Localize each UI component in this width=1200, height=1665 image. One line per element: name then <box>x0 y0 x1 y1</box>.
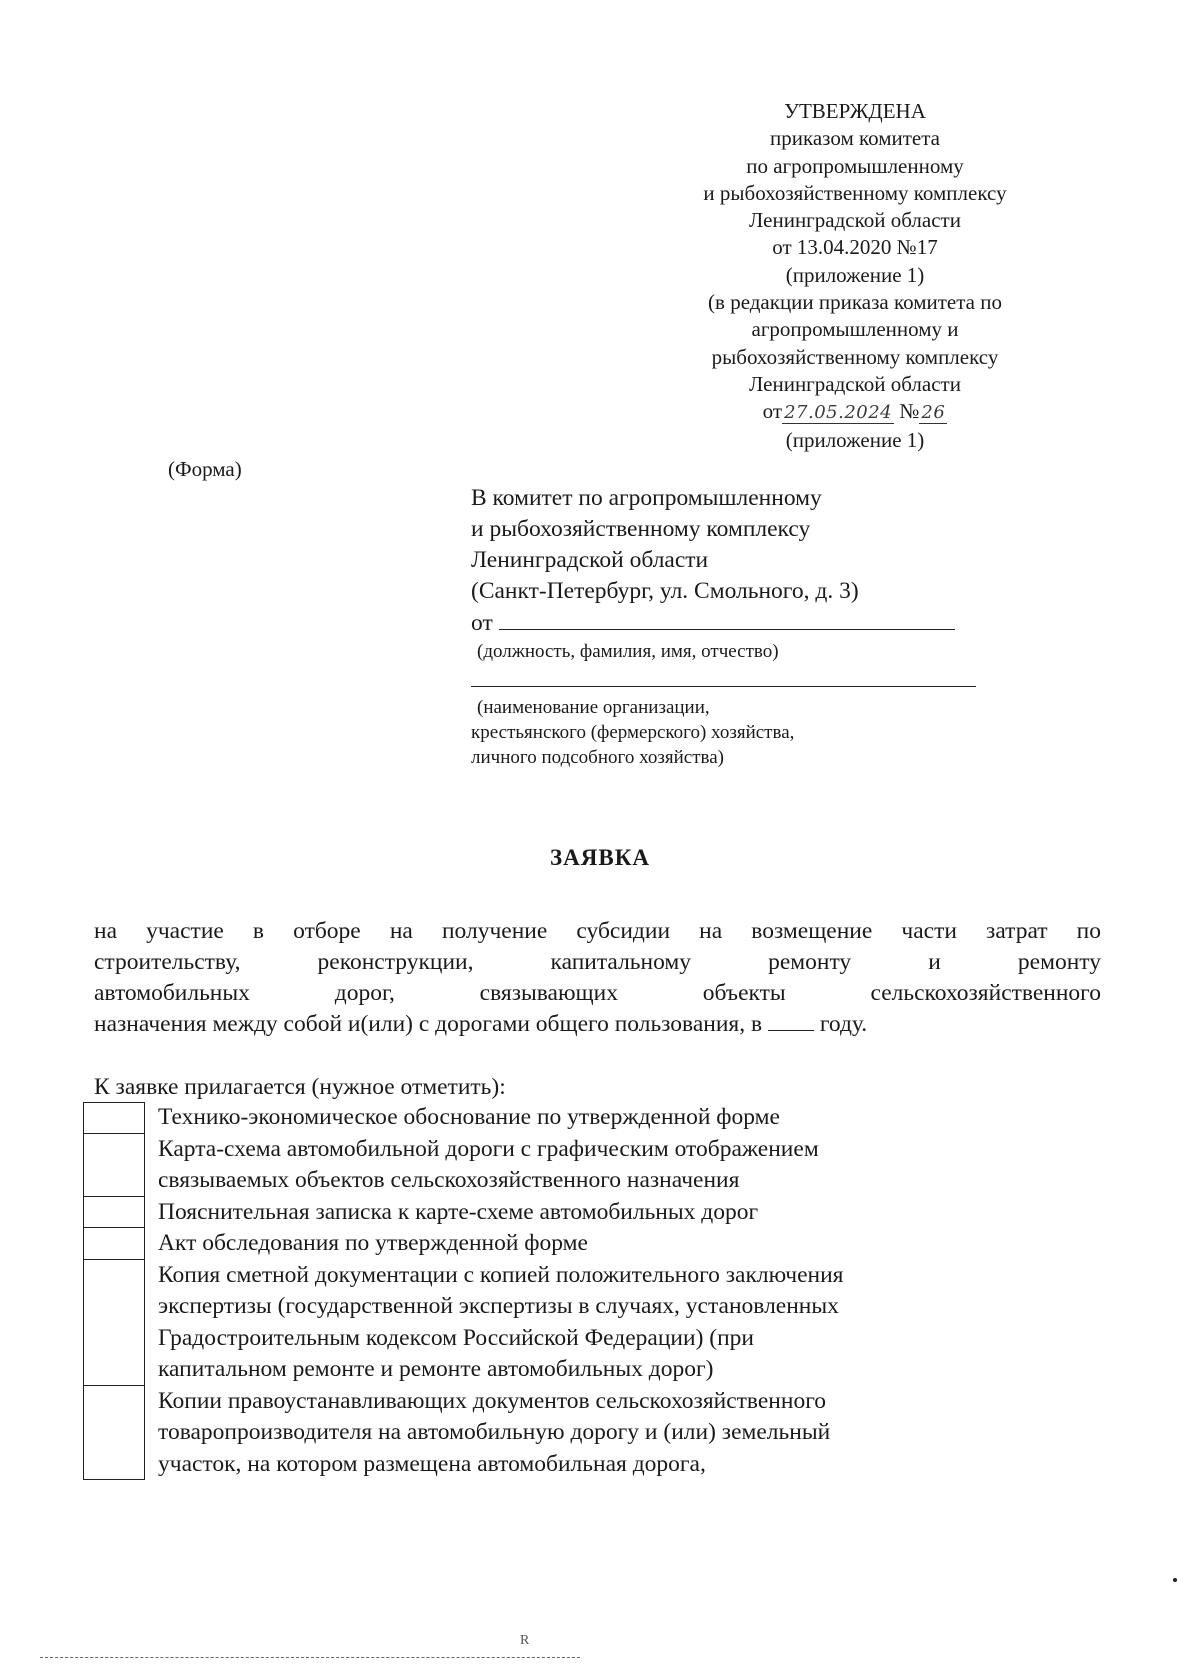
attachment-checkbox[interactable] <box>83 1386 145 1481</box>
addressee-block <box>471 483 1011 770</box>
year-blank-field[interactable] <box>768 1010 814 1031</box>
approval-appendix: (приложение 1) <box>785 427 925 452</box>
approval-line: рыбохозяйственному комплексу <box>711 344 999 369</box>
from-blank-field[interactable] <box>499 607 955 630</box>
intro-line: на участие в отборе на получение субсидии на возмещение части затрат по <box>94 918 1101 944</box>
approval-line: Ленинградской области <box>749 208 961 233</box>
attachment-checkbox[interactable] <box>83 1228 145 1260</box>
attachment-line: Карта-схема автомобильной дороги с графическим отображением <box>158 1135 819 1162</box>
document-title: ЗАЯВКА <box>550 845 650 870</box>
org-blank-field[interactable] <box>471 664 976 687</box>
org-hint-line: крестьянского (фермерского) хозяйства, <box>471 722 795 743</box>
attachment-text <box>145 1102 780 1134</box>
approval-line: и рыбохозяйственному комплексу <box>703 180 1007 205</box>
form-label: (Форма) <box>168 457 242 481</box>
from-hint: (должность, фамилия, имя, отчество) <box>477 641 779 662</box>
approval-stamp-block <box>680 98 1030 454</box>
org-hint-line: личного подсобного хозяйства) <box>471 747 724 768</box>
attachments-heading: К заявке прилагается (нужное отметить): <box>94 1074 506 1100</box>
checklist-row <box>83 1134 1043 1197</box>
attachment-line: Копия сметной документации с копией положительного заключения <box>158 1261 844 1288</box>
addressee-line: В комитет по агропромышленному <box>471 485 822 511</box>
approval-line: от 13.04.2020 №17 <box>772 235 938 260</box>
addressee-line: (Санкт-Петербург, ул. Смольного, д. 3) <box>471 578 859 604</box>
page-mark: R <box>520 1633 530 1648</box>
attachments-checklist <box>83 1102 1043 1480</box>
approval-line: УТВЕРЖДЕНА <box>784 99 926 123</box>
checklist-row <box>83 1386 1043 1481</box>
attachment-text <box>145 1386 830 1481</box>
attachment-text <box>145 1197 758 1229</box>
checklist-row <box>83 1228 1043 1260</box>
attachment-line: Градостроительным кодексом Российской Федерации) (при <box>158 1324 754 1351</box>
attachment-text <box>145 1228 588 1260</box>
approval-line: по агропромышленному <box>746 153 964 178</box>
checklist-row <box>83 1260 1043 1386</box>
intro-line: строительству, реконструкции, капитальному ремонту и ремонту <box>94 949 1101 975</box>
addressee-line: и рыбохозяйственному комплексу <box>471 516 811 542</box>
intro-paragraph <box>94 916 1101 1040</box>
from-label: от <box>471 610 493 636</box>
footer-divider <box>40 1657 580 1658</box>
org-hint-block <box>471 695 1011 770</box>
handwritten-number: 26 <box>921 402 946 424</box>
attachment-line: Пояснительная записка к карте-схеме автомобильных дорог <box>158 1198 759 1225</box>
approval-line: (приложение 1) <box>785 262 925 287</box>
attachment-line: капитальном ремонте и ремонте автомобильных дорог) <box>158 1356 714 1382</box>
attachment-text <box>145 1134 819 1197</box>
attachment-line: товаропроизводителя на автомобильную дорогу и (или) земельный <box>158 1419 831 1445</box>
approval-line: приказом комитета <box>769 126 940 151</box>
approval-date-line <box>680 398 1030 426</box>
number-prefix: № <box>899 399 920 424</box>
intro-line: автомобильных дорог, связывающих объекты сельскохозяйственного <box>94 980 1101 1006</box>
attachment-line: Копии правоустанавливающих документов сельскохозяйственного <box>158 1387 827 1414</box>
scan-speck <box>1173 1578 1177 1582</box>
attachment-checkbox[interactable] <box>83 1197 145 1229</box>
org-hint-line: (наименование организации, <box>477 697 710 718</box>
attachment-line: связываемых объектов сельскохозяйственного назначения <box>158 1167 740 1193</box>
attachment-checkbox[interactable] <box>83 1102 145 1134</box>
from-line <box>471 607 1011 639</box>
intro-last-line <box>94 1009 1101 1040</box>
date-prefix: от <box>762 399 783 424</box>
attachment-line: экспертизы (государственной экспертизы в случаях, установленных <box>158 1293 839 1319</box>
intro-last-suffix: году. <box>819 1011 868 1037</box>
checklist-row <box>83 1197 1043 1229</box>
addressee-line: Ленинградской области <box>471 547 709 573</box>
approval-line: (в редакции приказа комитета по <box>708 290 1002 315</box>
attachment-line: участок, на котором размещена автомобильная дорога, <box>158 1450 706 1477</box>
attachment-line: Акт обследования по утвержденной форме <box>158 1230 588 1256</box>
intro-last-text: назначения между собой и(или) с дорогами общего пользования, в <box>94 1011 763 1037</box>
approval-line: Ленинградской области <box>749 371 961 396</box>
attachment-checkbox[interactable] <box>83 1260 145 1386</box>
from-hint-block <box>471 639 1011 664</box>
checklist-row <box>83 1102 1043 1134</box>
org-line <box>471 664 1011 689</box>
attachment-text <box>145 1260 843 1386</box>
attachment-line: Технико-экономическое обоснование по утвержденной форме <box>158 1104 780 1130</box>
attachment-checkbox[interactable] <box>83 1134 145 1197</box>
handwritten-date: 27.05.2024 <box>784 402 893 424</box>
approval-line: агропромышленному и <box>751 317 959 342</box>
